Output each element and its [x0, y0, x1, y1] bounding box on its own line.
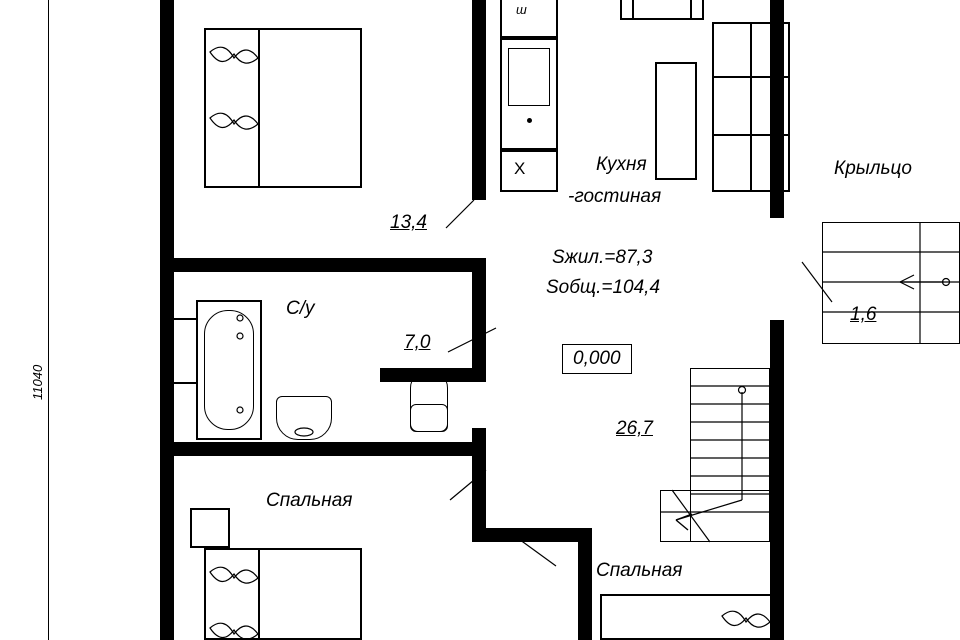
armchair-arm-right [690, 0, 692, 20]
wall-bathroom-top [160, 258, 486, 272]
staircase-lower-run [660, 490, 770, 542]
stove-label: X [514, 159, 526, 178]
fridge-label: ш [516, 2, 527, 17]
porch-steps-icon [822, 222, 960, 344]
stove-icon [500, 150, 558, 192]
room-name-bedroom-left: Спальная [266, 490, 353, 511]
room-name-porch: Крыльцо [834, 158, 912, 179]
room-name-bedroom-right: Спальная [596, 560, 683, 581]
wall-interior-vertical-upper [472, 0, 486, 200]
room-name-kitchen-line2: -гостиная [568, 186, 662, 207]
level-mark: 0,000 [562, 344, 632, 374]
toilet-tank [410, 404, 448, 432]
area-label-bedroom-top: 13,4 [390, 212, 427, 233]
dimension-line-vertical [48, 0, 49, 640]
table-icon [655, 62, 697, 180]
kitchen-sink-drain [527, 118, 532, 123]
bed-headboard [204, 28, 260, 188]
dimension-left-label: 11040 [30, 364, 45, 400]
kitchen-sink-basin [508, 48, 550, 106]
nightstand-icon [190, 508, 230, 548]
wall-interior-vertical-mid [472, 258, 486, 368]
wall-bathroom-bottom [160, 442, 486, 456]
armchair-arm-left [632, 0, 634, 20]
area-label-porch: 1,6 [850, 304, 877, 325]
wall-interior-horizontal-bottom [472, 528, 592, 542]
bathtub-inner [204, 310, 254, 430]
washbasin-icon [276, 396, 332, 440]
bathtub-screen [168, 318, 198, 384]
room-name-bathroom: С/у [286, 298, 315, 319]
fridge-icon [500, 0, 558, 38]
room-name-kitchen-line1: Кухня [596, 154, 647, 175]
sofa-seam-3 [750, 22, 752, 192]
summary-total-area: Sобщ.=104,4 [546, 277, 661, 298]
wall-interior-vertical-bottom [578, 528, 592, 640]
summary-living-area: Sжил.=87,3 [552, 247, 653, 268]
wall-exterior-right-lower [770, 320, 784, 640]
area-label-kitchen: 26,7 [616, 418, 653, 439]
bed-headboard-2 [204, 548, 260, 640]
bed-icon-3 [600, 594, 780, 640]
area-label-bathroom: 7,0 [404, 332, 431, 353]
